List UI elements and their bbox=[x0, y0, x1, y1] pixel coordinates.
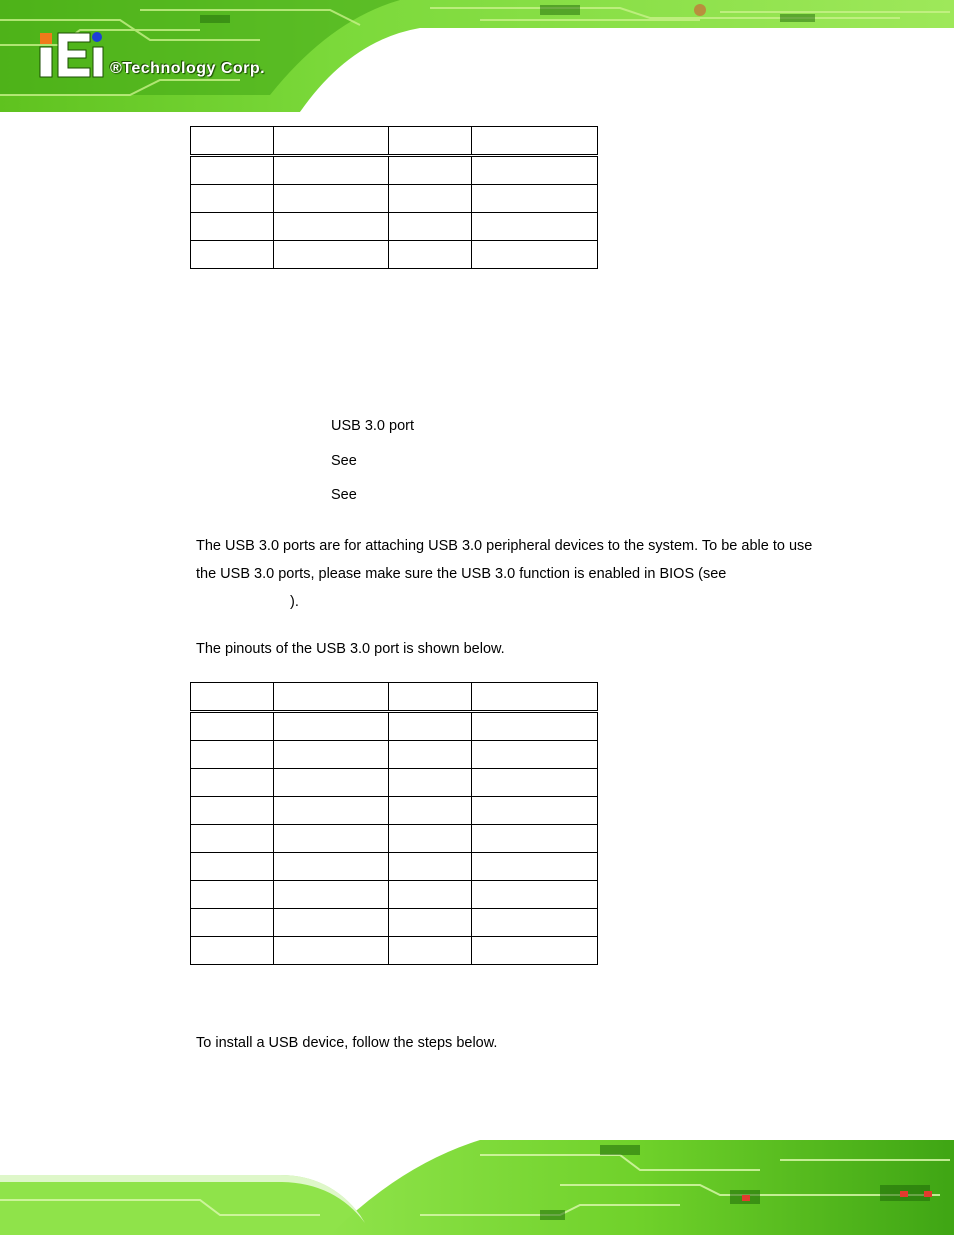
spec-see-2: See bbox=[331, 487, 357, 503]
company-logo bbox=[40, 32, 103, 77]
header-banner bbox=[0, 0, 954, 112]
usb-intro-end: ). bbox=[290, 594, 299, 610]
install-intro: To install a USB device, follow the steps below. bbox=[196, 1035, 498, 1051]
pinout-table-1 bbox=[190, 126, 598, 269]
pinout-intro: The pinouts of the USB 3.0 port is shown below. bbox=[196, 641, 505, 657]
pinout-table-2 bbox=[190, 682, 598, 965]
usb-intro-paragraph bbox=[196, 532, 821, 616]
spec-connector-type: USB 3.0 port bbox=[331, 418, 415, 434]
spec-see-1: See bbox=[331, 453, 357, 469]
brand-name: ®Technology Corp. bbox=[110, 60, 266, 77]
footer-banner bbox=[0, 1125, 954, 1235]
usb-intro-text: The USB 3.0 ports are for attaching USB 3.0 peripheral devices to the system. To be able to use the USB 3.0 ports, please make sure the USB 3.0 function is enabled in BIOS (see bbox=[196, 538, 813, 582]
